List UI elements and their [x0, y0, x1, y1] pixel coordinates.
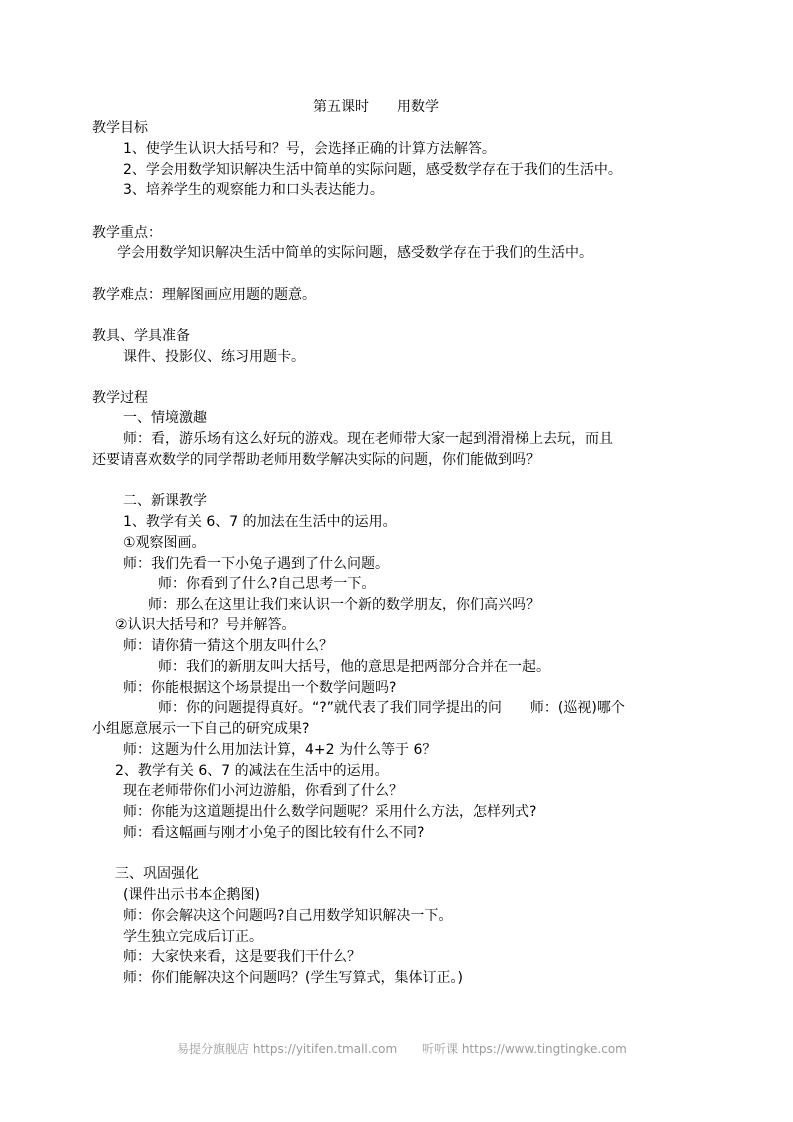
text-line: 师：你能根据这个场景提出一个数学问题吗? — [123, 680, 397, 696]
text-line: 师：你能为这道题提出什么数学问题呢？采用什么方法，怎样列式? — [123, 804, 537, 820]
text-line: 师：我们的新朋友叫大括号，他的意思是把两部分合并在一起。 — [158, 659, 550, 675]
text-line: 学会用数学知识解决生活中简单的实际问题，感受数学存在于我们的生活中。 — [117, 245, 593, 261]
section-heading-objectives: 教学目标 — [92, 120, 148, 136]
section-heading-materials: 教具、学具准备 — [92, 328, 190, 344]
text-line: 师：大家快来看，这是要我们干什么？ — [123, 949, 361, 965]
text-line: 小组愿意展示一下自己的研究成果? — [92, 721, 310, 737]
text-line: 师：请你猜一猜这个朋友叫什么？ — [123, 638, 333, 654]
text-line: 现在老师带你们小河边游船，你看到了什么？ — [123, 783, 403, 799]
text-line: ①观察图画。 — [123, 535, 206, 551]
text-line: 师：看这幅画与刚才小兔子的图比较有什么不同? — [123, 825, 425, 841]
text-line: 1、使学生认识大括号和？号，会选择正确的计算方法解答。 — [123, 141, 496, 157]
page-title: 第五课时 用数学 — [313, 99, 439, 115]
text-line: 师：这题为什么用加法计算，4+2 为什么等于 6？ — [123, 742, 437, 758]
text-line: 师：你看到了什么?自己思考一下。 — [158, 576, 376, 592]
text-line: ②认识大括号和？号并解答。 — [115, 617, 296, 633]
text-line: 1、教学有关 6、7 的加法在生活中的运用。 — [123, 514, 397, 530]
text-line: 2、教学有关 6、7 的减法在生活中的运用。 — [115, 763, 389, 779]
text-line: 还要请喜欢数学的同学帮助老师用数学解决实际的问题，你们能做到吗？ — [92, 452, 540, 468]
text-line: (课件出示书本企鹅图) — [123, 887, 260, 903]
text-line: 学生独立完成后订正。 — [123, 929, 263, 945]
subsection-heading: 一、情境激趣 — [123, 410, 207, 426]
text-line: 2、学会用数学知识解决生活中简单的实际问题，感受数学存在于我们的生活中。 — [123, 162, 622, 178]
text-line: 师：你会解决这个问题吗?自己用数学知识解决一下。 — [123, 908, 453, 924]
section-heading-difficulties: 教学难点：理解图画应用题的题意。 — [92, 287, 316, 303]
text-line: 3、培养学生的观察能力和口头表达能力。 — [123, 182, 384, 198]
section-heading-key-points: 教学重点： — [92, 225, 162, 241]
text-line: 师：我们先看一下小兔子遇到了什么问题。 — [123, 556, 389, 572]
subsection-heading: 三、巩固强化 — [115, 866, 199, 882]
footer-left-link[interactable]: 易提分旗舰店 https://yitifen.tmall.com — [177, 1042, 398, 1056]
subsection-heading: 二、新课教学 — [123, 493, 207, 509]
footer-right-link[interactable]: 听听课 https://www.tingtingke.com — [422, 1042, 627, 1056]
text-line: 师：看，游乐场有这么好玩的游戏。现在老师带大家一起到滑滑梯上去玩，而且 — [123, 431, 613, 447]
text-line: 师：你们能解决这个问题吗？(学生写算式，集体订正。) — [123, 970, 463, 986]
section-heading-process: 教学过程 — [92, 390, 148, 406]
text-line: 课件、投影仪、练习用题卡。 — [123, 349, 305, 365]
text-line: 师：那么在这里让我们来认识一个新的数学朋友，你们高兴吗？ — [148, 597, 540, 613]
text-line: 师：你的问题提得真好。“?”就代表了我们同学提出的问 师：(巡视)哪个 — [158, 700, 625, 716]
